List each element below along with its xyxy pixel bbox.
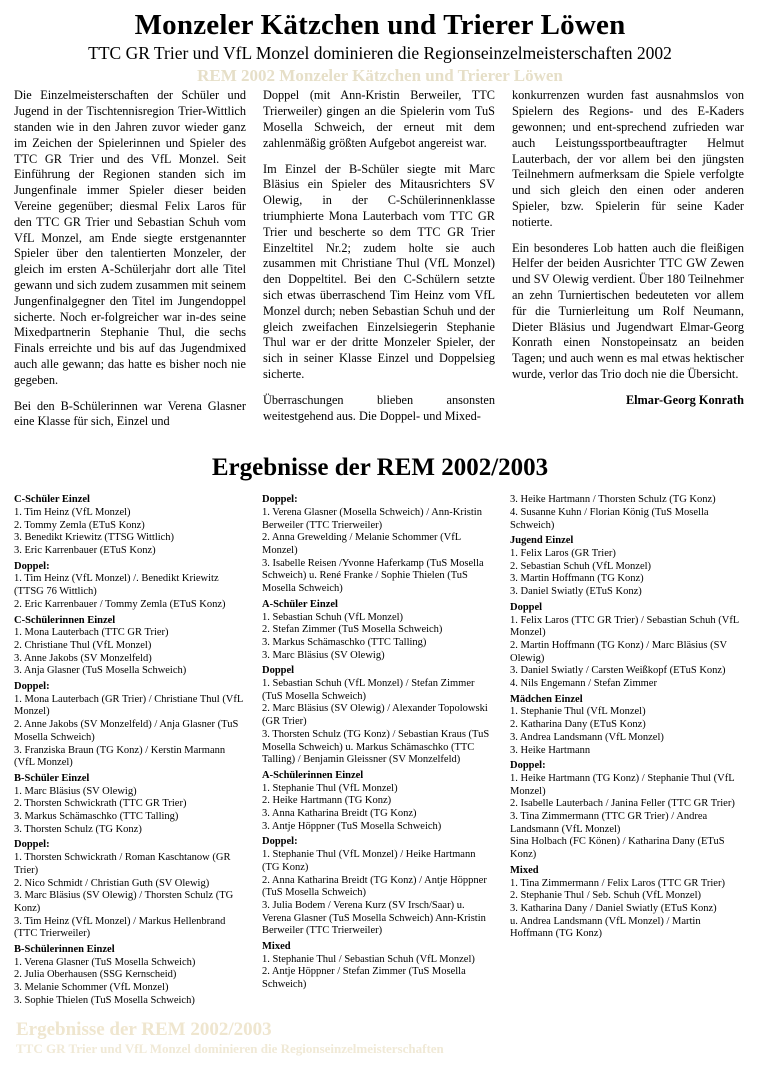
results-entry: 3. Heike Hartmann / Thorsten Schulz (TG Konz) bbox=[510, 494, 716, 506]
results-entry: 3. Heike Hartmann bbox=[510, 744, 591, 756]
results-entry: 2. Nico Schmidt / Christian Guth (SV Olewig) bbox=[14, 877, 210, 889]
results-category-heading: Doppel: bbox=[14, 560, 50, 572]
results-entry: 3. Markus Schämaschko (TTC Talling) bbox=[14, 811, 179, 823]
results-entry: 3. Marc Bläsius (SV Olewig) / Thorsten Schulz (TG Konz) bbox=[14, 890, 234, 914]
results-entry: 2. Christiane Thul (VfL Monzel) bbox=[14, 639, 152, 651]
results-entry: 2. Martin Hoffmann (TG Konz) / Marc Bläsius (SV Olewig) bbox=[510, 639, 727, 664]
results-entry: 3. Anja Glasner (TuS Mosella Schweich) bbox=[14, 665, 187, 677]
results-entry: 3. Julia Bodem / Verena Kurz (SV Irsch/Saar) u. Verena Glasner (TuS Mosella Schweich) Ann-Kristin Berweiler (TTC Trierweiler) bbox=[262, 899, 486, 937]
results-entry: 1. Stephanie Thul (VfL Monzel) bbox=[262, 782, 398, 794]
results-column-3 bbox=[510, 494, 742, 941]
results-entry: 3. Eric Karrenbauer (ETuS Konz) bbox=[14, 544, 156, 556]
results-entry: 2. Isabelle Lauterbach / Janina Feller (TTC GR Trier) bbox=[510, 798, 735, 810]
paragraph: Bei den B-Schülerinnen war Verena Glasner eine Klasse für sich, Einzel und bbox=[14, 398, 246, 429]
results-category-heading: Mixed bbox=[510, 864, 539, 876]
paragraph: Im Einzel der B-Schüler siegte mit Marc Bläsius ein Spieler des Mitausrichters SV Olewig, in der C-Schülerinnenklasse triumphierte Mona Lauterbach vom TTC GR Trier und bescherte so dem TTC GR Trier Einzeltitel Nr.2; zudem holte sie auch zusammen mit Christiane Thul (VfL Monzel) den Doppeltitel. Bei den C-Schülern setzte sich etwas überraschend Tim Heinz vom VfL Monzel durch; neben Sebastian Schuh und der gleich zweifachen Einzelsiegerin Stephanie Thul war er der dritte Monzeler Spieler, der sich in seiner Klasse Einzel und Doppelsieg sicherte. bbox=[263, 161, 495, 381]
results-entry: 2. Marc Bläsius (SV Olewig) / Alexander Topolowski (GR Trier) bbox=[262, 703, 488, 728]
results-entry: 3. Daniel Swiatly (ETuS Konz) bbox=[510, 586, 642, 598]
results-entry: 1. Verena Glasner (Mosella Schweich) / Ann-Kristin Berweiler (TTC Trierweiler) bbox=[262, 506, 482, 531]
paragraph: Ein besonderes Lob hatten auch die fleißigen Helfer der beiden Ausrichter TTC GW Zewen und SV Olewig verdient. Über 180 Teilnehmer an zehn Turniertischen bedeuteten vor allem für die Turnierleitung um Rolf Neumann, Dieter Bläsius und Jugendwart Elmar-Georg Konrath einen Nonstopeinsatz an beiden Tagen; und auch wenn es mal etwas hektischer wurde, verlor das Trio doch nie die Übersicht. bbox=[512, 240, 744, 381]
results-entry: 3. Markus Schämaschko (TTC Talling) bbox=[262, 636, 427, 648]
results-column-1 bbox=[14, 494, 246, 1007]
results-category-heading: Doppel bbox=[262, 665, 295, 677]
results-entry: 1. Stephanie Thul (VfL Monzel) / Heike Hartmann (TG Konz) bbox=[262, 849, 476, 873]
author-signature: Elmar-Georg Konrath bbox=[625, 392, 744, 407]
results-entry: 2. Antje Höppner / Stefan Zimmer (TuS Mosella Schweich) bbox=[262, 966, 466, 991]
results-entry: 1. Marc Bläsius (SV Olewig) bbox=[14, 785, 137, 797]
results-category-heading: Doppel: bbox=[14, 681, 50, 693]
results-entry: 3. Thorsten Schulz (TG Konz) bbox=[14, 823, 142, 835]
watermark-bottom bbox=[0, 1019, 760, 1057]
results-entry: 3. Tina Zimmermann (TTC GR Trier) / Andrea Landsmann (VfL Monzel) bbox=[510, 811, 708, 835]
results-category-heading: Doppel: bbox=[510, 760, 546, 772]
results-category-heading: Mixed bbox=[262, 941, 291, 953]
page-title: Monzeler Kätzchen und Trierer Löwen bbox=[134, 9, 626, 41]
results-entry: 1. Tim Heinz (VfL Monzel) bbox=[14, 506, 131, 518]
results-entry: 2. Anna Katharina Breidt (TG Konz) / Antje Höppner (TuS Mosella Schweich) bbox=[262, 874, 487, 899]
results-category-heading: Doppel: bbox=[14, 839, 50, 851]
results-entry: 2. Anne Jakobs (SV Monzelfeld) / Anja Glasner (TuS Mosella Schweich) bbox=[14, 719, 239, 743]
paragraph: konkurrenzen wurden fast ausnahmslos von Spielern des Regions- und des E-Kaders gewonnen; und ent-sprechend zufrieden war auch Leistungssportbeauftragter Helmut Lauterbach, der vor allem bei den jüngsten Teilnehmern aufmerksam die Spiele verfolgte und sich gleich den einen oder anderen Spieler, bzw. Spielerin für seine Kader notierte. bbox=[512, 88, 744, 229]
results-entry: 3. Martin Hoffmann (TG Konz) bbox=[510, 573, 644, 585]
article-column-3 bbox=[512, 88, 744, 440]
article-column-1 bbox=[14, 88, 246, 440]
results-entry: 1. Stephanie Thul (VfL Monzel) bbox=[510, 706, 646, 718]
results-entry: 2. Heike Hartmann (TG Konz) bbox=[262, 795, 392, 807]
paragraph: Doppel (mit Ann-Kristin Berweiler, TTC Trierweiler) gingen an die Spielerin vom TuS Mosella Schweich, der erneut mit dem zahlenmäßig größten Aufgebot angereist war. bbox=[263, 88, 495, 150]
results-entry: 3. Tim Heinz (VfL Monzel) / Markus Hellenbrand (TTC Trierweiler) bbox=[14, 915, 226, 940]
results-entry: Sina Holbach (FC Könen) / Katharina Dany (ETuS Konz) bbox=[510, 836, 725, 861]
results-entry: 1. Sebastian Schuh (VfL Monzel) / Stefan Zimmer (TuS Mosella Schweich) bbox=[262, 678, 475, 702]
watermark-bottom-line1: Ergebnisse der REM 2002/2003 bbox=[16, 1019, 272, 1040]
results-entry: 1. Felix Laros (GR Trier) bbox=[510, 547, 616, 559]
results-entry: 3. Marc Bläsius (SV Olewig) bbox=[262, 649, 385, 661]
results-entry: u. Andrea Landsmann (VfL Monzel) / Martin Hoffmann (TG Konz) bbox=[510, 915, 701, 940]
results-entry: 3. Isabelle Reisen /Yvonne Haferkamp (TuS Mosella Schweich) u. René Franke / Sophie Thielen (TuS Mosella Schweich) bbox=[262, 557, 484, 595]
results-entry: 1. Tim Heinz (VfL Monzel) /. Benedikt Kriewitz (TTSG 76 Wittlich) bbox=[14, 573, 219, 598]
results-entry: 1. Mona Lauterbach (TTC GR Trier) bbox=[14, 627, 169, 639]
results-entry: 2. Stefan Zimmer (TuS Mosella Schweich) bbox=[262, 624, 443, 636]
results-title: Ergebnisse der REM 2002/2003 bbox=[211, 454, 549, 482]
results-category-heading: B-Schüler Einzel bbox=[14, 772, 90, 784]
results-category-heading: C-Schüler Einzel bbox=[14, 494, 90, 506]
results-entry: 2. Eric Karrenbauer / Tommy Zemla (ETuS Konz) bbox=[14, 598, 226, 610]
watermark-top: REM 2002 Monzeler Kätzchen und Trierer Löwen bbox=[197, 66, 563, 85]
results-column-2 bbox=[262, 494, 494, 992]
results-entry: 1. Felix Laros (TTC GR Trier) / Sebastian Schuh (VfL Monzel) bbox=[510, 614, 739, 639]
page-subtitle: TTC GR Trier und VfL Monzel dominieren die Regionseinzelmeisterschaften 2002 bbox=[88, 43, 672, 64]
results-entry: 1. Verena Glasner (TuS Mosella Schweich) bbox=[14, 956, 196, 968]
results-entry: 1. Mona Lauterbach (GR Trier) / Christiane Thul (VfL Monzel) bbox=[14, 693, 243, 718]
results-entry: 3. Benedikt Kriewitz (TTSG Wittlich) bbox=[14, 532, 175, 544]
results-category-heading: B-Schülerinnen Einzel bbox=[14, 944, 115, 956]
results-entry: 3. Thorsten Schulz (TG Konz) / Sebastian Kraus (TuS Mosella Schweich) u. Markus Schämaschko (TTC Talling) / Benjamin Gleissner (SV Monzelfeld) bbox=[262, 728, 490, 766]
results-entry: 3. Katharina Dany / Daniel Swiatly (ETuS Konz) bbox=[510, 902, 717, 914]
article-column-2 bbox=[263, 88, 495, 440]
results-category-heading: Doppel: bbox=[262, 836, 298, 848]
results-entry: 3. Sophie Thielen (TuS Mosella Schweich) bbox=[14, 994, 195, 1006]
results-entry: 3. Franziska Braun (TG Konz) / Kerstin Marmann (VfL Monzel) bbox=[14, 744, 226, 769]
results-entry: 1. Heike Hartmann (TG Konz) / Stephanie Thul (VfL Monzel) bbox=[510, 772, 735, 797]
results-category-heading: A-Schülerinnen Einzel bbox=[262, 769, 364, 781]
results-entry: 2. Anna Grewelding / Melanie Schommer (VfL Monzel) bbox=[262, 532, 461, 556]
watermark-bottom-line2: TTC GR Trier und VfL Monzel dominieren die Regionseinzelmeisterschaften bbox=[16, 1041, 444, 1056]
results-entry: 2. Tommy Zemla (ETuS Konz) bbox=[14, 519, 145, 531]
results-entry: 1. Tina Zimmermann / Felix Laros (TTC GR Trier) bbox=[510, 877, 725, 889]
results-entry: 2. Stephanie Thul / Seb. Schuh (VfL Monzel) bbox=[510, 890, 702, 902]
results-entry: 3. Anna Katharina Breidt (TG Konz) bbox=[262, 808, 417, 820]
results-category-heading: A-Schüler Einzel bbox=[262, 598, 338, 610]
results-entry: 2. Julia Oberhausen (SSG Kernscheid) bbox=[14, 969, 177, 981]
results-entry: 1. Thorsten Schwickrath / Roman Kaschtanow (GR Trier) bbox=[14, 852, 231, 876]
article-body bbox=[14, 88, 746, 440]
results-entry: 2. Sebastian Schuh (VfL Monzel) bbox=[510, 560, 652, 572]
results-entry: 1. Stephanie Thul / Sebastian Schuh (VfL Monzel) bbox=[262, 953, 475, 965]
results-entry: 3. Daniel Swiatly / Carsten Weißkopf (ETuS Konz) bbox=[510, 665, 726, 677]
results-category-heading: C-Schülerinnen Einzel bbox=[14, 614, 116, 626]
results-entry: 3. Antje Höppner (TuS Mosella Schweich) bbox=[262, 820, 442, 832]
paragraph: Überraschungen blieben ansonsten weitestgehend aus. Die Doppel- und Mixed- bbox=[263, 392, 495, 423]
results-entry: 3. Andrea Landsmann (VfL Monzel) bbox=[510, 731, 664, 743]
results-entry: 3. Anne Jakobs (SV Monzelfeld) bbox=[14, 652, 152, 664]
results-entry: 4. Nils Engemann / Stefan Zimmer bbox=[510, 678, 657, 690]
results-entry: 4. Susanne Kuhn / Florian König (TuS Mosella Schweich) bbox=[510, 506, 709, 531]
paragraph: Die Einzelmeisterschaften der Schüler und Jugend in der Tischtennisregion Trier-Wittlich standen wie in den Jahren zuvor wieder ganz im Zeichen der Spielerinnen und Spieler des TTC GR Trier und des VfL Monzel. Seit Einführung der Regionen standen sich im Jungenfinale immer Spieler dieser beiden Vereine gegenüber; diesmal Felix Laros für den TTC GR Trier und Sebastian Schuh vom VfL Monzel, am Ende siegte erstgenannter Spieler über den talentierten Monzeler, der gleich im ersten A-Schülerjahr dort alle Titel gewann und sich zudem zusammen mit seinem Jungenfinalgegner den Titel im Jungendoppel sicherte. Noch er-folgreicher war in-des seine Mixedpartnerin Stephanie Thul, die sechs Finals erreichte und bis auf das Jugendmixed auch alle gewann; das hatte es bisher noch nie gegeben. bbox=[14, 88, 246, 387]
results-category-heading: Doppel bbox=[510, 601, 543, 613]
results-entry: 3. Melanie Schommer (VfL Monzel) bbox=[14, 982, 169, 994]
results-entry: 2. Katharina Dany (ETuS Konz) bbox=[510, 719, 646, 731]
results-category-heading: Jugend Einzel bbox=[510, 535, 574, 547]
results-entry: 1. Sebastian Schuh (VfL Monzel) bbox=[262, 611, 404, 623]
results-lists bbox=[14, 494, 746, 1007]
results-category-heading: Doppel: bbox=[262, 494, 298, 506]
results-entry: 2. Thorsten Schwickrath (TTC GR Trier) bbox=[14, 798, 187, 810]
results-category-heading: Mädchen Einzel bbox=[510, 693, 583, 705]
